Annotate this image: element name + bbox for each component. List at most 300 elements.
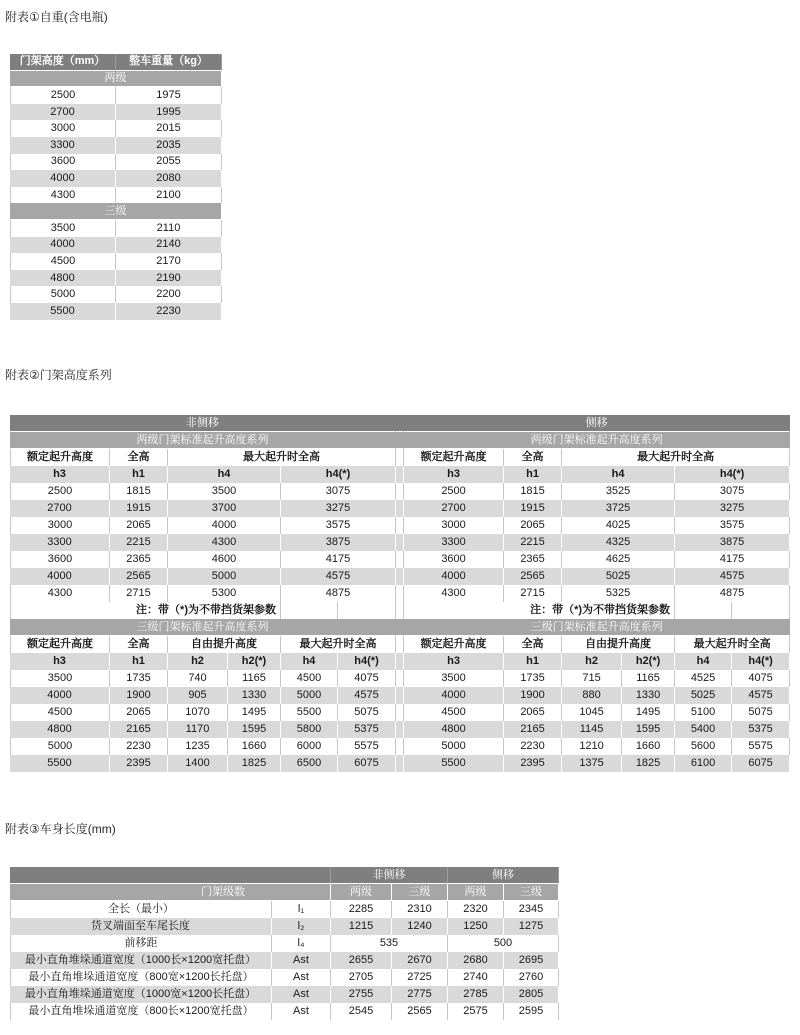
table-cell: 2110 — [116, 220, 222, 237]
table-cell: 3275 — [675, 500, 790, 517]
table-cell: 4800 — [10, 270, 116, 287]
table-cell: 3500 — [168, 483, 281, 500]
table-row — [10, 137, 222, 154]
table-header-row — [10, 415, 790, 432]
group-header: 最大起升时全高 — [168, 449, 396, 466]
sub-header: 两级 — [448, 884, 504, 901]
table-row — [10, 568, 790, 585]
table-cell: 5075 — [732, 704, 790, 721]
band-non-sideshift: 非侧移 — [10, 415, 396, 432]
table-cell: 2055 — [116, 154, 222, 171]
group-header: 额定起升高度 — [404, 449, 504, 466]
table-row — [10, 120, 222, 137]
table-cell: 3700 — [168, 500, 281, 517]
table-cell: 2705 — [331, 969, 392, 986]
col-header-truck-weight: 整车重量（kg） — [116, 54, 222, 71]
table-cell: 2015 — [116, 120, 222, 137]
table-row — [10, 87, 222, 104]
table-row — [10, 237, 222, 254]
row-label: 最小直角堆垛通道宽度（800宽×1200长托盘） — [10, 969, 272, 986]
table3-body — [10, 901, 559, 1020]
table-cell: 2285 — [331, 901, 392, 918]
table1-body — [10, 71, 222, 320]
sub-header-row — [10, 466, 790, 483]
table-cell: 1735 — [504, 670, 562, 687]
table-cell: 2500 — [10, 483, 110, 500]
group-header: 额定起升高度 — [404, 636, 504, 653]
table-cell: 1145 — [562, 721, 622, 738]
table-cell: 2715 — [504, 585, 562, 602]
table-cell: 1900 — [110, 687, 168, 704]
table-cell: 1660 — [228, 738, 281, 755]
table-cell: 1240 — [392, 918, 448, 935]
row-label: 货叉端面至车尾长度 — [10, 918, 272, 935]
table-cell: 2230 — [110, 738, 168, 755]
table-cell: 2695 — [504, 952, 559, 969]
table-cell: 1210 — [562, 738, 622, 755]
table-cell: 1995 — [116, 104, 222, 121]
table-cell: 3275 — [281, 500, 396, 517]
table-cell: 1915 — [504, 500, 562, 517]
table-cell: 3000 — [10, 120, 116, 137]
spacer-cell — [396, 534, 404, 551]
table-cell: 1330 — [228, 687, 281, 704]
table-cell: 2080 — [116, 170, 222, 187]
table-cell: 2680 — [448, 952, 504, 969]
table-cell: 1275 — [504, 918, 559, 935]
table-cell: 3500 — [10, 670, 110, 687]
table2-three-stage-header — [10, 602, 790, 670]
table-cell: 1170 — [168, 721, 228, 738]
group-header: 自由提升高度 — [168, 636, 281, 653]
spacer-cell — [396, 602, 404, 619]
table-cell: 1375 — [562, 755, 622, 772]
table-cell: 535 — [331, 935, 448, 952]
table-cell: 6000 — [281, 738, 338, 755]
table-row — [10, 670, 790, 687]
table-cell: 3875 — [281, 534, 396, 551]
table-cell: 2700 — [10, 104, 116, 121]
table-cell: 5000 — [10, 286, 116, 303]
table-cell: 2700 — [10, 500, 110, 517]
table2-two-stage-rows — [10, 483, 790, 602]
table-row — [10, 969, 559, 986]
table-cell: 4325 — [562, 534, 675, 551]
spacer-cell — [396, 551, 404, 568]
table-cell: 1045 — [562, 704, 622, 721]
empty-cell — [281, 602, 338, 619]
note-text: 注：带（*)为不带挡货架参数 — [404, 602, 675, 619]
table-cell: 2785 — [448, 986, 504, 1003]
table-cell: 2715 — [110, 585, 168, 602]
table-cell: 4575 — [281, 568, 396, 585]
col-header-mast-height: 门架高度（mm） — [10, 54, 116, 71]
table-cell: 5500 — [281, 704, 338, 721]
table-row — [10, 187, 222, 204]
table-row — [10, 500, 790, 517]
sub-header: h4 — [168, 466, 281, 483]
sub-header: 三级 — [392, 884, 448, 901]
table-cell: 5500 — [10, 303, 116, 320]
table2-two-stage-header — [10, 415, 790, 483]
empty-cell — [675, 602, 732, 619]
table-cell: 4500 — [404, 704, 504, 721]
sub-header-row — [10, 884, 559, 901]
sub-header: h4(*) — [732, 653, 790, 670]
table-row — [10, 687, 790, 704]
spacer-cell — [396, 704, 404, 721]
self-weight-table — [10, 54, 222, 320]
table-cell: 2065 — [110, 704, 168, 721]
row-symbol: l₁ — [272, 901, 331, 918]
row-symbol: l₄ — [272, 935, 331, 952]
table-cell: 3300 — [10, 137, 116, 154]
spacer-cell — [396, 432, 404, 449]
table-cell: 2320 — [448, 901, 504, 918]
table-row — [10, 517, 790, 534]
empty-cell — [338, 602, 396, 619]
table-cell: 3075 — [281, 483, 396, 500]
sub-header: h1 — [110, 653, 168, 670]
table-row — [10, 901, 559, 918]
table-cell: 2500 — [404, 483, 504, 500]
table-cell: 2035 — [116, 137, 222, 154]
table-cell: 740 — [168, 670, 228, 687]
table-cell: 905 — [168, 687, 228, 704]
table-cell: 1915 — [110, 500, 168, 517]
table-cell: 5100 — [675, 704, 732, 721]
table-cell: 3300 — [404, 534, 504, 551]
spacer-cell — [396, 585, 404, 602]
section-band: 两级 — [10, 71, 222, 88]
table-cell: 2565 — [392, 1003, 448, 1020]
spacer-cell — [396, 483, 404, 500]
table-cell: 1595 — [228, 721, 281, 738]
row-symbol: Ast — [272, 969, 331, 986]
table-cell: 5400 — [675, 721, 732, 738]
table-cell: 4575 — [675, 568, 790, 585]
group-header: 最大起升时全高 — [675, 636, 790, 653]
table-cell: 1495 — [622, 704, 675, 721]
table-cell: 1825 — [622, 755, 675, 772]
table-row — [10, 104, 222, 121]
table-cell: 2215 — [110, 534, 168, 551]
group-header: 全高 — [110, 636, 168, 653]
table-cell: 4600 — [168, 551, 281, 568]
row-symbol: Ast — [272, 986, 331, 1003]
table-cell: 3500 — [10, 220, 116, 237]
body-length-table — [10, 867, 559, 1020]
table-cell: 2395 — [504, 755, 562, 772]
table-cell: 4075 — [732, 670, 790, 687]
table-cell: 1595 — [622, 721, 675, 738]
table-cell: 4575 — [338, 687, 396, 704]
spacer-cell — [396, 619, 404, 636]
spacer-cell — [396, 466, 404, 483]
row-label: 前移距 — [10, 935, 272, 952]
sub-header: h3 — [404, 653, 504, 670]
table-cell: 5600 — [675, 738, 732, 755]
table-cell: 2500 — [10, 87, 116, 104]
table-cell: 3075 — [675, 483, 790, 500]
table-cell: 1330 — [622, 687, 675, 704]
sub-header: h4 — [562, 466, 675, 483]
table-row — [10, 154, 222, 171]
table-cell: 5575 — [732, 738, 790, 755]
table-row — [10, 755, 790, 772]
table-row — [10, 585, 790, 602]
table-cell: 1735 — [110, 670, 168, 687]
spacer-cell — [396, 568, 404, 585]
table-cell: 1495 — [228, 704, 281, 721]
row-label: 全长（最小） — [10, 901, 272, 918]
table-cell: 4575 — [732, 687, 790, 704]
table-row — [10, 253, 222, 270]
table-cell: 5075 — [338, 704, 396, 721]
group-header: 全高 — [110, 449, 168, 466]
table-cell: 2395 — [110, 755, 168, 772]
table-cell: 2065 — [504, 517, 562, 534]
table-cell: 5375 — [338, 721, 396, 738]
sub-header: 三级 — [504, 884, 559, 901]
table-cell: 3000 — [10, 517, 110, 534]
table-band-row — [10, 619, 790, 636]
table-cell: 4175 — [675, 551, 790, 568]
table-cell: 1660 — [622, 738, 675, 755]
table-band-row — [10, 432, 790, 449]
table-cell: 4000 — [404, 568, 504, 585]
note-text: 注：带（*)为不带挡货架参数 — [10, 602, 281, 619]
spacer-cell — [396, 653, 404, 670]
table-row — [10, 738, 790, 755]
table-cell: 1070 — [168, 704, 228, 721]
table-cell: 5325 — [562, 585, 675, 602]
sub-header: h2(*) — [622, 653, 675, 670]
table-cell: 3600 — [404, 551, 504, 568]
spacer-cell — [396, 738, 404, 755]
table-cell: 1400 — [168, 755, 228, 772]
table-cell: 2140 — [116, 237, 222, 254]
table-cell: 4800 — [10, 721, 110, 738]
table-cell: 5500 — [404, 755, 504, 772]
table-cell: 2755 — [331, 986, 392, 1003]
table-cell: 4000 — [10, 170, 116, 187]
table-cell: 2760 — [504, 969, 559, 986]
table-row — [10, 918, 559, 935]
table-cell: 5000 — [281, 687, 338, 704]
table-row — [10, 203, 222, 220]
spacer-cell — [396, 670, 404, 687]
sub-header: h3 — [10, 466, 110, 483]
table-cell: 4000 — [168, 517, 281, 534]
table-cell: 5575 — [338, 738, 396, 755]
table-cell: 2190 — [116, 270, 222, 287]
sub-header: h2 — [168, 653, 228, 670]
table-cell: 6500 — [281, 755, 338, 772]
table-cell: 2345 — [504, 901, 559, 918]
section-band: 两级门架标准起升高度系列 — [10, 432, 396, 449]
group-header: 最大起升时全高 — [281, 636, 396, 653]
section-band: 三级门架标准起升高度系列 — [10, 619, 396, 636]
table-cell: 880 — [562, 687, 622, 704]
spacer-cell — [396, 517, 404, 534]
table-row — [10, 534, 790, 551]
table-cell: 4000 — [10, 237, 116, 254]
table-cell: 500 — [448, 935, 559, 952]
group-header-row — [10, 449, 790, 466]
empty-cell — [10, 867, 331, 884]
spacer-cell — [396, 449, 404, 466]
table-cell: 5000 — [404, 738, 504, 755]
table-row — [10, 483, 790, 500]
table-cell: 4025 — [562, 517, 675, 534]
table-cell: 4625 — [562, 551, 675, 568]
row-label: 最小直角堆垛通道宽度（800长×1200宽托盘） — [10, 1003, 272, 1020]
table-cell: 4800 — [404, 721, 504, 738]
spacer-cell — [396, 636, 404, 653]
table-cell: 5000 — [168, 568, 281, 585]
table-cell: 1815 — [504, 483, 562, 500]
table-cell: 2215 — [504, 534, 562, 551]
sub-header: 两级 — [331, 884, 392, 901]
table-cell: 2805 — [504, 986, 559, 1003]
table-cell: 2170 — [116, 253, 222, 270]
row-symbol: l₂ — [272, 918, 331, 935]
table-cell: 715 — [562, 670, 622, 687]
table-row — [10, 721, 790, 738]
table-row — [10, 170, 222, 187]
table-row — [10, 1003, 559, 1020]
spacer-cell — [396, 687, 404, 704]
table-row — [10, 303, 222, 320]
spacer-cell — [396, 721, 404, 738]
group-header: 全高 — [504, 449, 562, 466]
table-cell: 1165 — [622, 670, 675, 687]
band-sideshift: 侧移 — [404, 415, 790, 432]
section-band: 三级门架标准起升高度系列 — [404, 619, 790, 636]
table-cell: 4000 — [10, 687, 110, 704]
table-row — [10, 952, 559, 969]
table-cell: 5300 — [168, 585, 281, 602]
table-row — [10, 551, 790, 568]
table-cell: 2545 — [331, 1003, 392, 1020]
sub-header: h4(*) — [281, 466, 396, 483]
table-cell: 1815 — [110, 483, 168, 500]
group-header: 额定起升高度 — [10, 636, 110, 653]
table-cell: 2655 — [331, 952, 392, 969]
table-cell: 3875 — [675, 534, 790, 551]
table-cell: 2230 — [116, 303, 222, 320]
sub-header: h3 — [404, 466, 504, 483]
sub-header: h2(*) — [228, 653, 281, 670]
table-cell: 4300 — [10, 187, 116, 204]
table3-header — [10, 867, 559, 901]
table-cell: 5025 — [675, 687, 732, 704]
sub-header: h1 — [504, 653, 562, 670]
table-row — [10, 286, 222, 303]
mast-stages-label: 门架级数 — [10, 884, 331, 901]
table-cell: 3300 — [10, 534, 110, 551]
table-cell: 2725 — [392, 969, 448, 986]
group-header: 自由提升高度 — [562, 636, 675, 653]
table-cell: 1215 — [331, 918, 392, 935]
mast-height-series-table — [10, 415, 790, 772]
row-symbol: Ast — [272, 952, 331, 969]
table-cell: 4300 — [404, 585, 504, 602]
row-label: 最小直角堆垛通道宽度（1000宽×1200长托盘） — [10, 986, 272, 1003]
section-band: 三级 — [10, 203, 222, 220]
table-cell: 1235 — [168, 738, 228, 755]
table-cell: 3575 — [675, 517, 790, 534]
note-row — [10, 602, 790, 619]
sub-header: h1 — [504, 466, 562, 483]
table-cell: 3600 — [10, 551, 110, 568]
table-header-row — [10, 54, 222, 71]
table-cell: 2670 — [392, 952, 448, 969]
table2-three-stage-rows — [10, 670, 790, 772]
table-cell: 3525 — [562, 483, 675, 500]
group-header: 额定起升高度 — [10, 449, 110, 466]
table-cell: 4525 — [675, 670, 732, 687]
table-cell: 4300 — [168, 534, 281, 551]
table-cell: 4075 — [338, 670, 396, 687]
group-header: 最大起升时全高 — [562, 449, 790, 466]
table-row — [10, 270, 222, 287]
empty-cell — [732, 602, 790, 619]
band-non-sideshift: 非侧移 — [331, 867, 448, 884]
table-cell: 4175 — [281, 551, 396, 568]
table-cell: 4300 — [10, 585, 110, 602]
sub-header: h4(*) — [338, 653, 396, 670]
table-row — [10, 986, 559, 1003]
table-cell: 3000 — [404, 517, 504, 534]
table-cell: 1165 — [228, 670, 281, 687]
table-cell: 6100 — [675, 755, 732, 772]
table-cell: 4875 — [675, 585, 790, 602]
group-header: 全高 — [504, 636, 562, 653]
table-row — [10, 935, 559, 952]
spacer-cell — [396, 500, 404, 517]
table-cell: 1900 — [504, 687, 562, 704]
table1-title: 附表①自重(含电瓶) — [5, 10, 108, 24]
table-cell: 4875 — [281, 585, 396, 602]
sub-header: h3 — [10, 653, 110, 670]
table-row — [10, 220, 222, 237]
table-cell: 2365 — [504, 551, 562, 568]
sub-header: h4 — [675, 653, 732, 670]
table-cell: 4500 — [10, 253, 116, 270]
table-cell: 4500 — [281, 670, 338, 687]
table-cell: 2595 — [504, 1003, 559, 1020]
table-cell: 1250 — [448, 918, 504, 935]
sub-header: h4(*) — [675, 466, 790, 483]
band-sideshift: 侧移 — [448, 867, 559, 884]
table-cell: 6075 — [732, 755, 790, 772]
row-symbol: Ast — [272, 1003, 331, 1020]
table-cell: 2365 — [110, 551, 168, 568]
sub-header: h2 — [562, 653, 622, 670]
table-cell: 4000 — [10, 568, 110, 585]
table-cell: 2310 — [392, 901, 448, 918]
table-cell: 2065 — [110, 517, 168, 534]
section-band: 两级门架标准起升高度系列 — [404, 432, 790, 449]
table-cell: 3575 — [281, 517, 396, 534]
table1-header — [10, 54, 222, 71]
table-header-row — [10, 867, 559, 884]
sub-header: h1 — [110, 466, 168, 483]
table-cell: 4500 — [10, 704, 110, 721]
table3-title: 附表③车身长度(mm) — [5, 822, 116, 836]
